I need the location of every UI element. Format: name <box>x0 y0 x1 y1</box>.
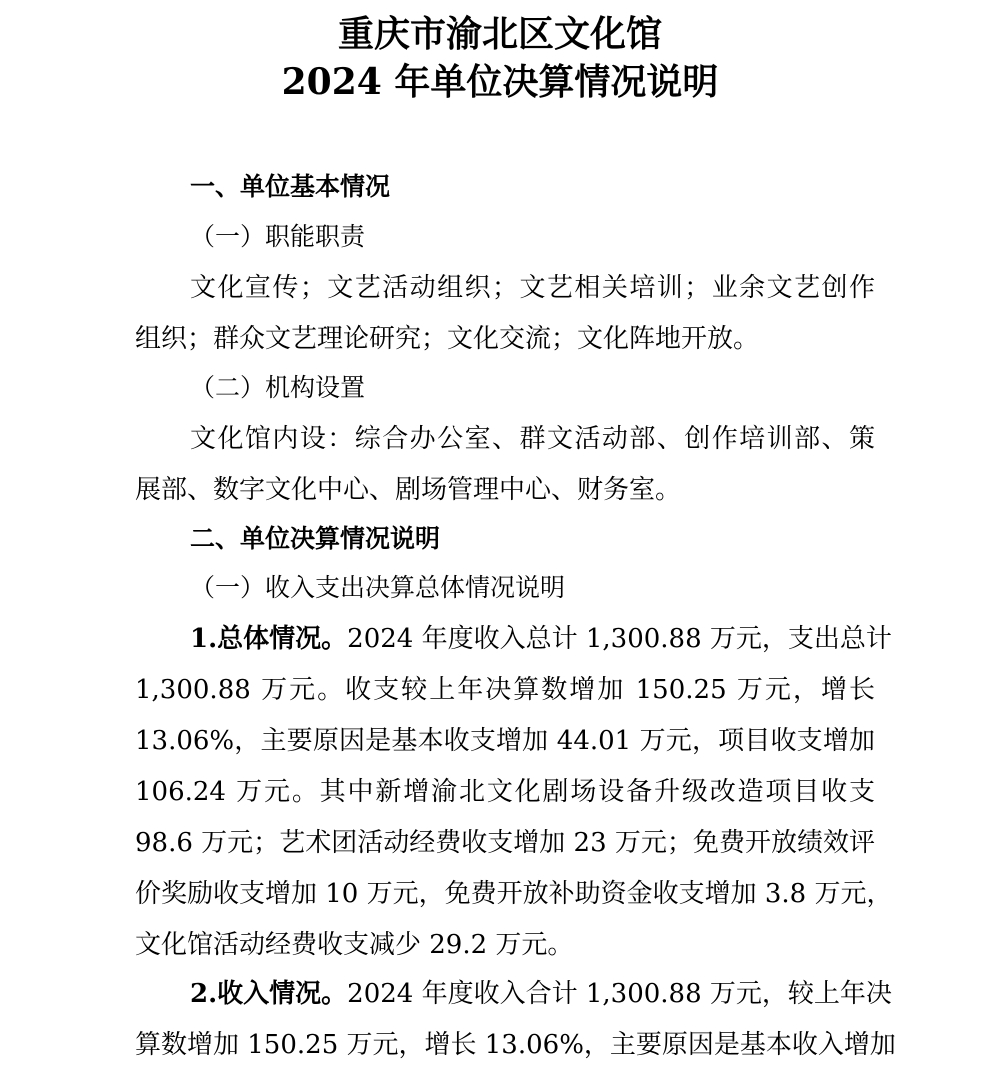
overall-first-line-text: 2024 年度收入总计 1,300.88 万元，支出总计 <box>347 624 892 654</box>
document-title-line1: 重庆市渝北区文化馆 <box>337 13 662 55</box>
overall-paragraph-line: 价奖励收支增加 10 万元，免费开放补助资金收支增加 3.8 万元， <box>135 879 893 909</box>
income-paragraph-first-line <box>190 977 892 1011</box>
section1-heading: 一、单位基本情况 <box>190 172 391 201</box>
overall-paragraph-line: 文化馆活动经费收支减少 29.2 万元。 <box>135 930 574 960</box>
overall-paragraph-line: 1,300.88 万元。收支较上年决算数增加 150.25 万元，增长 <box>135 675 875 705</box>
overall-paragraph-line: 13.06%，主要原因是基本收支增加 44.01 万元，项目收支增加 <box>135 726 875 756</box>
income-first-line-text: 2024 年度收入合计 1,300.88 万元，较上年决 <box>347 979 892 1009</box>
organization-paragraph-line: 展部、数字文化中心、剧场管理中心、财务室。 <box>135 475 682 505</box>
overall-label: 1.总体情况。 <box>190 624 348 654</box>
overall-paragraph-first-line <box>190 622 892 656</box>
overall-paragraph-line: 106.24 万元。其中新增渝北文化剧场设备升级改造项目收支 <box>135 777 875 807</box>
section1-subheading-organization: （二）机构设置 <box>190 373 366 402</box>
organization-paragraph-line: 文化馆内设：综合办公室、群文活动部、创作培训部、策 <box>190 424 875 454</box>
document-title-line2: 2024 年单位决算情况说明 <box>281 61 719 103</box>
section2-heading: 二、单位决算情况说明 <box>190 524 441 553</box>
duties-paragraph-line: 文化宣传；文艺活动组织；文艺相关培训；业余文艺创作 <box>190 273 875 303</box>
section2-subheading-overview: （一）收入支出决算总体情况说明 <box>190 573 566 602</box>
overall-paragraph-line: 98.6 万元；艺术团活动经费收支增加 23 万元；免费开放绩效评 <box>135 828 875 858</box>
income-paragraph-line: 算数增加 150.25 万元，增长 13.06%，主要原因是基本收入增加 <box>135 1030 896 1060</box>
income-label: 2.收入情况。 <box>190 979 348 1009</box>
duties-paragraph-line: 组织；群众文艺理论研究；文化交流；文化阵地开放。 <box>135 324 760 354</box>
section1-subheading-duties: （一）职能职责 <box>190 222 366 251</box>
